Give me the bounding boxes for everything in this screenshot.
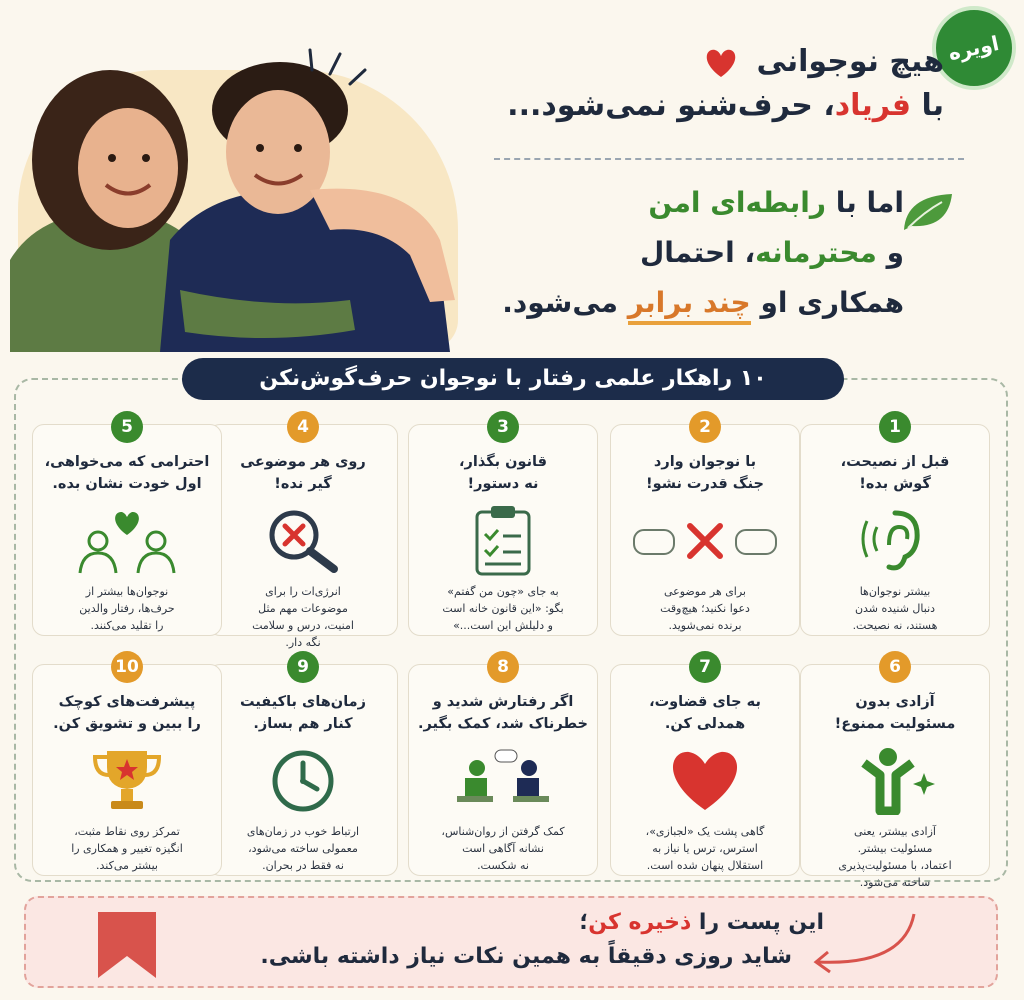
trophy-icon: [41, 743, 213, 817]
leaf-icon: [900, 190, 956, 234]
tip-description: نوجوان‌ها بیشتر از حرف‌ها، رفتار والدین را تقلید می‌کنند.: [79, 585, 175, 632]
tip-title: قبل از نصیحت، گوش بده!: [840, 454, 950, 492]
tip-card: [208, 417, 398, 649]
person-star-icon: [809, 743, 981, 817]
tip-title: آزادی بدون مسئولیت ممنوع!: [834, 694, 956, 732]
mother-son-photo: [10, 40, 460, 352]
tip-number-badge: 2: [689, 411, 721, 443]
headline-line-2: با فریاد، حرف‌شنو نمی‌شود...: [507, 88, 944, 123]
tip-description: کمک گرفتن از روان‌شناس، نشانه آگاهی است نه شکست.: [441, 825, 565, 872]
tip-title: روی هر موضوعی گیر نده!: [240, 454, 366, 492]
tip-description: انرژی‌ات را برای موضوعات مهم مثل امنیت، درس و سلامت نگه دار.: [252, 585, 354, 649]
tip-title: قانون بگذار، نه دستور!: [459, 454, 547, 492]
tip-card: [408, 657, 598, 876]
tip-number-badge: 3: [487, 411, 519, 443]
tip-number-badge: 4: [287, 411, 319, 443]
tip-description: ارتباط خوب در زمان‌های معمولی ساخته می‌شود، نه فقط در بحران.: [246, 825, 360, 872]
checklist-icon: [417, 503, 589, 577]
brand-logo: اویره: [932, 6, 1016, 90]
heart-icon: [619, 743, 791, 817]
tip-card: [800, 417, 990, 636]
fists-icon: [619, 503, 791, 577]
people-heart-icon: [41, 503, 213, 577]
counseling-icon: [417, 743, 589, 817]
bookmark-icon: [92, 910, 162, 980]
tip-title: پیشرفت‌های کوچک را ببین و تشویق کن.: [53, 694, 201, 732]
tip-card: [800, 657, 990, 889]
tip-description: تمرکز روی نقاط مثبت، انگیزه تغییر و همکاری را بیشتر می‌کند.: [71, 825, 183, 872]
tip-number-badge: 8: [487, 651, 519, 683]
tip-number-badge: 10: [111, 651, 143, 683]
tip-number-badge: 6: [879, 651, 911, 683]
save-reminder-line-1: این پست را ذخیره کن؛: [579, 910, 824, 935]
headline-line-1: هیچ نوجوانی: [474, 40, 944, 84]
tip-card: [610, 417, 800, 636]
tip-card: [610, 657, 800, 876]
save-reminder-line-2: شاید روزی دقیقاً به همین نکات نیاز داشته باشی.: [260, 944, 792, 969]
headline: [474, 40, 944, 128]
tip-title: اگر رفتارش شدید و خطرناک شد، کمک بگیر.: [418, 694, 588, 732]
headline-divider: [494, 158, 964, 160]
tip-description: گاهی پشت یک «لجبازی»، استرس، ترس یا نیاز به استقلال پنهان شده است.: [645, 825, 765, 872]
heart-icon: [704, 48, 738, 78]
tip-description: برای هر موضوعی دعوا نکنید؛ هیچ‌وقت برنده نمی‌شوید.: [660, 585, 750, 632]
tip-number-badge: 1: [879, 411, 911, 443]
tip-title: زمان‌های باکیفیت کنار هم بساز.: [240, 694, 366, 732]
tip-card: [408, 417, 598, 636]
tip-card: [32, 417, 222, 636]
tip-number-badge: 7: [689, 651, 721, 683]
tips-banner: ۱۰ راهکار علمی رفتار با نوجوان حرف‌گوش‌نکن: [182, 358, 844, 400]
tip-card: [208, 657, 398, 876]
hero-section: [0, 0, 1024, 355]
magnifier-icon: [217, 503, 389, 577]
tip-description: بیشتر نوجوان‌ها دنبال شنیده شدن هستند، نه نصیحت.: [852, 585, 938, 632]
tip-title: به جای قضاوت، همدلی کن.: [649, 694, 761, 732]
tip-card: [32, 657, 222, 876]
tip-number-badge: 9: [287, 651, 319, 683]
clock-icon: [217, 743, 389, 817]
curved-arrow-icon: [804, 910, 924, 980]
subheadline: اما با رابطه‌ای امن و محترمانه، احتمال همکاری او چند برابر می‌شود.: [484, 178, 904, 328]
ear-icon: [809, 503, 981, 577]
tip-description: آزادی بیشتر، یعنی مسئولیت بیشتر. اعتماد، با مسئولیت‌پذیری ساخته می‌شود.: [838, 825, 952, 889]
tip-title: احترامی که می‌خواهی، اول خودت نشان بده.: [44, 454, 210, 492]
tip-number-badge: 5: [111, 411, 143, 443]
tip-description: به جای «چون من گفتم» بگو: «این قانون خانه است و دلیلش این است...»: [442, 585, 564, 632]
tip-title: با نوجوان وارد جنگ قدرت نشو!: [645, 454, 764, 492]
